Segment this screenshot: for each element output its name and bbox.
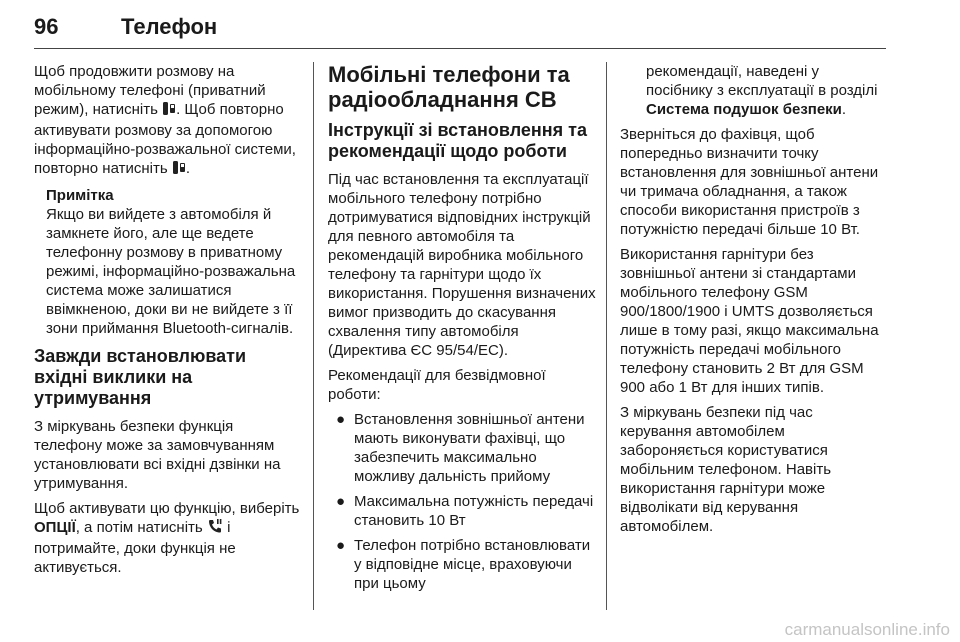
watermark: carmanualsonline.info <box>784 620 950 639</box>
header-rule <box>34 48 886 49</box>
privacy-mode-paragraph: Щоб продовжити розмову на мобільному телефоні (приватний режим), натисніть . Щоб повторно активувати розмову за допомогою інформаційно-розважальної системи, повторно натисніть . <box>34 62 302 180</box>
note-block <box>46 186 302 338</box>
airbag-reference-paragraph: рекомендації, наведені у посібнику з експлуатації в розділі Система подушок безпеки. <box>646 63 878 118</box>
column-left <box>34 62 302 583</box>
list-item: ● Встановлення зовнішньої антени мають виконувати фахівці, що забезпечить максимально можливу дальність прийому <box>336 411 585 485</box>
note-title: Примітка <box>46 187 114 204</box>
recommendations-list <box>328 410 598 593</box>
list-item: ● Максимальна потужність передачі становить 10 Вт <box>336 493 594 529</box>
safety-paragraph: З міркувань безпеки під час керування автомобілем забороняється користуватися мобільним телефоном. Навіть використання гарнітури може відволікати від керування автомобілем. <box>620 404 832 535</box>
bullet-icon: ● <box>336 537 346 554</box>
section-heading-mobile-phones: Мобільні телефони та радіообладнання СВ <box>328 62 570 112</box>
page-title: Телефон <box>121 14 218 39</box>
airbag-system-link-text: Система подушок безпеки <box>646 101 842 118</box>
subheading-installation-instructions: Інструкції зі встановлення та рекомендації щодо роботи <box>328 120 587 161</box>
handset-privacy-icon <box>162 101 176 121</box>
page-number: 96 <box>34 14 59 39</box>
installation-paragraph: Під час встановлення та експлуатації мобільного телефону потрібно дотримуватися відповідних інструкцій для певного автомобіля та рекомендацій виробника мобільного телефону та гарнітури щодо їх використання. Порушення визначених вимог призводить до скасування схвалення типу автомобіля (Директива ЄС 95/54/ЕС). <box>328 171 596 359</box>
phone-call-icon <box>207 518 223 539</box>
bullet-icon: ● <box>336 411 346 428</box>
specialist-paragraph: Зверніться до фахівця, щоб попередньо визначити точку встановлення для зовнішньої антени чи тримача обладнання, а також способи використання пристроїв з потужністю передачі більше 10 Вт. <box>620 126 879 238</box>
column-right <box>620 62 886 542</box>
column-middle <box>328 62 598 599</box>
activate-function-paragraph: Щоб активувати цю функцію, виберіть ОПЦІЇ, а потім натисніть і потримайте, доки функція не активується. <box>34 500 300 576</box>
column-divider-2 <box>606 62 607 610</box>
options-label: ОПЦІЇ <box>34 519 76 536</box>
column-divider-1 <box>313 62 314 610</box>
handset-privacy-icon <box>172 160 186 180</box>
hold-calls-paragraph: З міркувань безпеки функція телефону може за замовчуванням установлювати всі вхідні дзвінки на утримування. <box>34 418 281 492</box>
bullet-icon: ● <box>336 493 346 510</box>
section-heading-hold-calls: Завжди встановлювати вхідні виклики на утримування <box>34 346 247 408</box>
recommendations-intro: Рекомендації для безвідмовної роботи: <box>328 367 546 403</box>
list-item: ● Телефон потрібно встановлювати у відповідне місце, враховуючи при цьому <box>336 537 591 592</box>
headset-usage-paragraph: Використання гарнітури без зовнішньої антени зі стандартами мобільного телефону GSM 900/1800/1900 і UMTS дозволяється лише в тому разі, якщо максимальна потужність передачі мобільного телефону становить 2 Вт для GSM 900 або 1 Вт для інших типів. <box>620 246 879 396</box>
note-text: Якщо ви вийдете з автомобіля й замкнете його, але ще ведете телефонну розмову в приватному режимі, інформаційно-розважальна система може залишатися ввімкненою, доки ви не вийдете з її зони приймання Bluetooth-сигналів. <box>46 206 296 337</box>
page-header <box>34 14 884 50</box>
